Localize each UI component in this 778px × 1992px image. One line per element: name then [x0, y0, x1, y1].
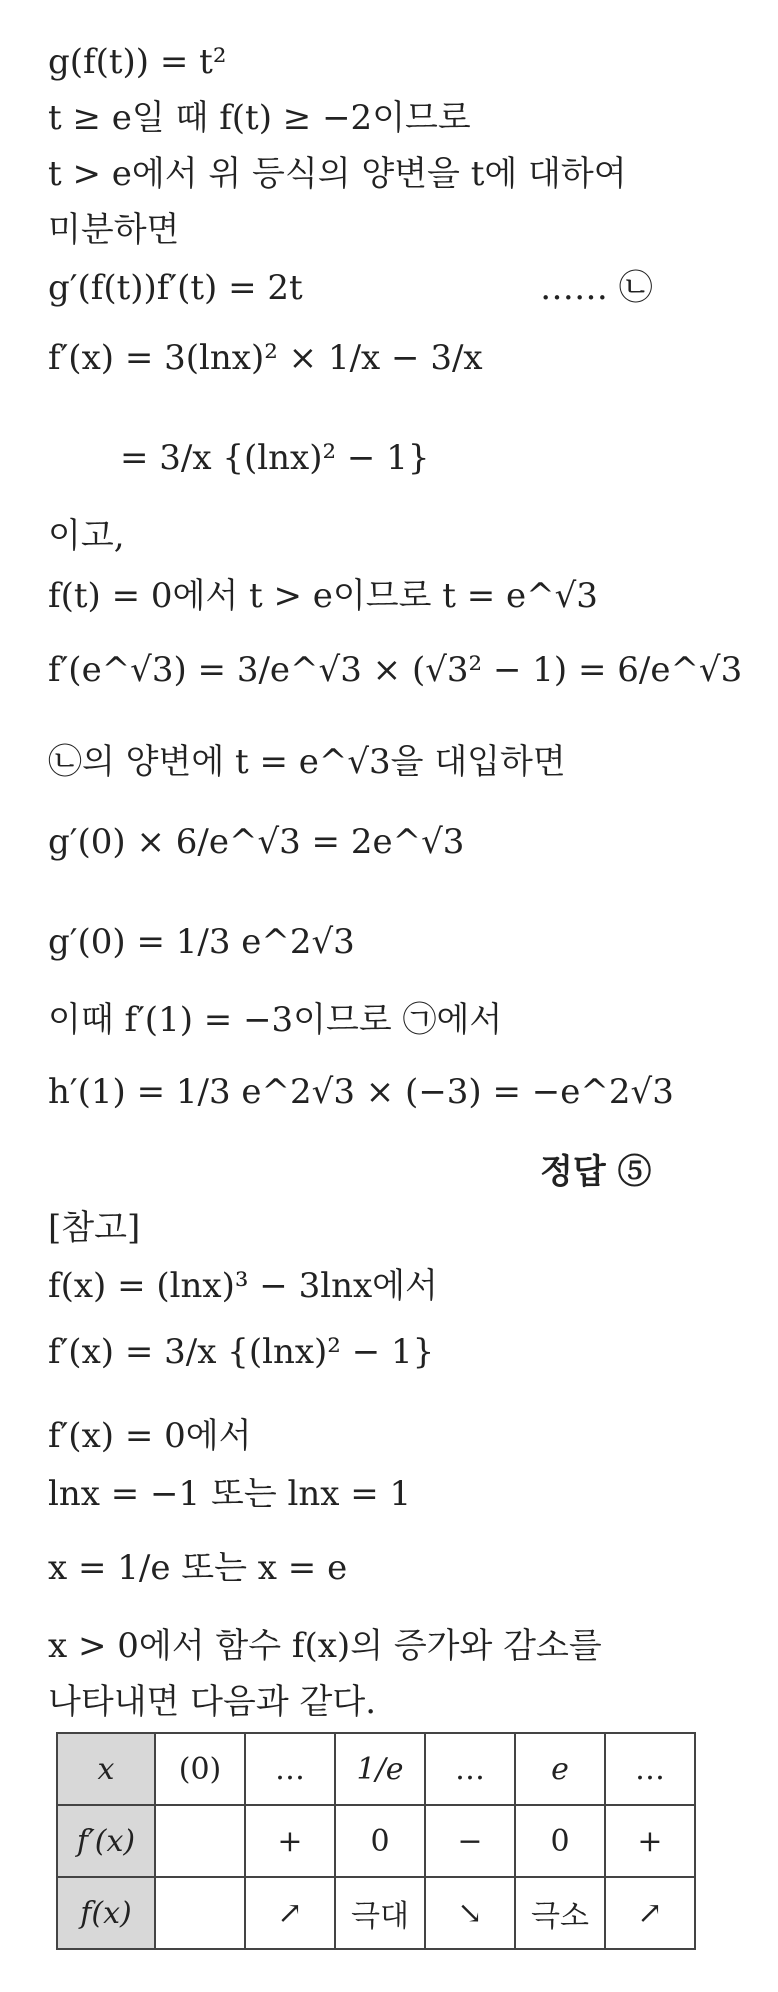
note-line-6: x > 0에서 함수 f(x)의 증가와 감소를 — [48, 1626, 602, 1666]
eq-line-11: ㉡의 양변에 t = e^√3을 대입하면 — [48, 742, 566, 782]
table-cell: ↗ — [245, 1877, 335, 1949]
table-row — [57, 1733, 695, 1805]
table-cell: … — [605, 1733, 695, 1805]
table-row — [57, 1805, 695, 1877]
table-cell: ↘ — [425, 1877, 515, 1949]
note-line-3: f′(x) = 0에서 — [48, 1416, 252, 1456]
table-cell: 극대 — [335, 1877, 425, 1949]
table-cell: + — [245, 1805, 335, 1877]
eq-line-13: g′(0) = 1/3 e^2√3 — [48, 922, 355, 962]
increase-decrease-table — [56, 1732, 696, 1950]
answer-label: 정답 ⑤ — [540, 1152, 652, 1192]
table-cell: (0) — [155, 1733, 245, 1805]
table-cell: + — [605, 1805, 695, 1877]
eq-line-7: = 3/x {(lnx)² − 1} — [120, 438, 430, 478]
eq-line-15: h′(1) = 1/3 e^2√3 × (−3) = −e^2√3 — [48, 1072, 674, 1112]
eq-line-4: 미분하면 — [48, 210, 180, 250]
table-cell: 0 — [335, 1805, 425, 1877]
eq-line-12: g′(0) × 6/e^√3 = 2e^√3 — [48, 822, 465, 862]
eq-line-9: f(t) = 0에서 t > e이므로 t = e^√3 — [48, 576, 598, 616]
eq-line-6: f′(x) = 3(lnx)² × 1/x − 3/x — [48, 338, 483, 378]
table-cell: … — [425, 1733, 515, 1805]
table-header-cell: f(x) — [57, 1877, 155, 1949]
table-cell: ↗ — [605, 1877, 695, 1949]
table-cell — [155, 1877, 245, 1949]
eq-ref-marker: …… ㉡ — [540, 268, 653, 308]
eq-line-10: f′(e^√3) = 3/e^√3 × (√3² − 1) = 6/e^√3 — [48, 650, 743, 690]
note-line-4: lnx = −1 또는 lnx = 1 — [48, 1474, 412, 1514]
table-cell: e — [515, 1733, 605, 1805]
table-row — [57, 1877, 695, 1949]
table-cell: 극소 — [515, 1877, 605, 1949]
eq-line-8: 이고, — [48, 516, 125, 556]
eq-line-1: g(f(t)) = t² — [48, 42, 227, 82]
note-line-2: f′(x) = 3/x {(lnx)² − 1} — [48, 1332, 435, 1372]
table-cell — [155, 1805, 245, 1877]
table-header-cell: f′(x) — [57, 1805, 155, 1877]
note-title: [참고] — [48, 1208, 141, 1248]
eq-line-5: g′(f(t))f′(t) = 2t — [48, 268, 303, 308]
table-cell: 0 — [515, 1805, 605, 1877]
table-header-cell: x — [57, 1733, 155, 1805]
note-line-7: 나타내면 다음과 같다. — [48, 1682, 377, 1722]
eq-line-14: 이때 f′(1) = −3이므로 ㉠에서 — [48, 1000, 503, 1040]
table-cell: 1/e — [335, 1733, 425, 1805]
note-line-5: x = 1/e 또는 x = e — [48, 1548, 348, 1588]
eq-line-2: t ≥ e일 때 f(t) ≥ −2이므로 — [48, 98, 471, 138]
note-line-1: f(x) = (lnx)³ − 3lnx에서 — [48, 1266, 438, 1306]
table-cell: − — [425, 1805, 515, 1877]
table-cell: … — [245, 1733, 335, 1805]
eq-line-3: t > e에서 위 등식의 양변을 t에 대하여 — [48, 154, 627, 194]
